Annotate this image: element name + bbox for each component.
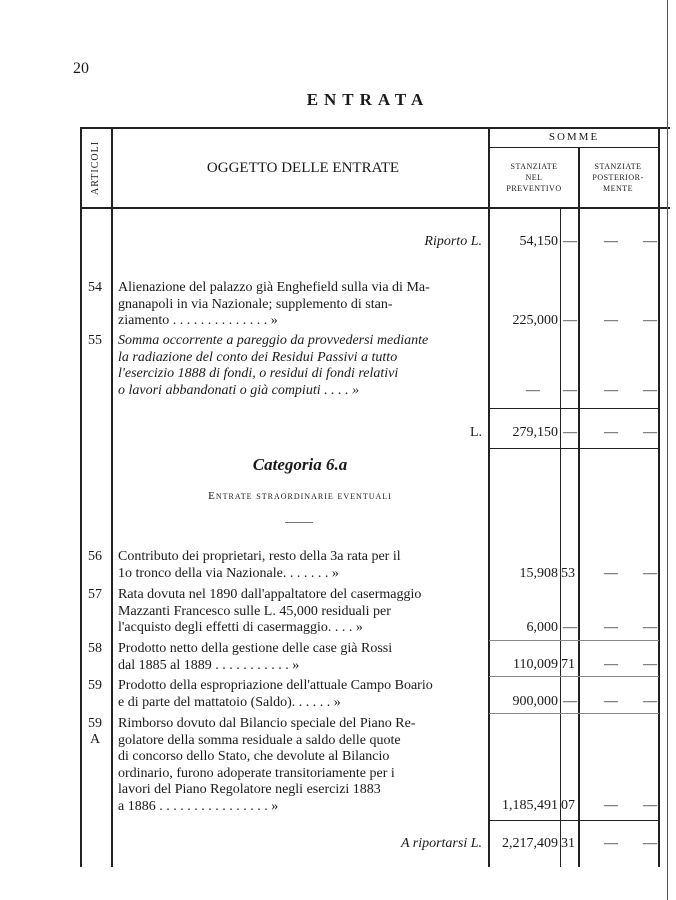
dash: — bbox=[563, 694, 577, 709]
amount-cent: 71 bbox=[561, 657, 575, 672]
subtotal-label: L. bbox=[469, 425, 482, 440]
category-subtitle: Entrate straordinarie eventuali bbox=[208, 490, 392, 502]
amount-lire: 110,009 bbox=[513, 657, 558, 672]
dash: — bbox=[643, 836, 657, 851]
dash: — bbox=[643, 798, 657, 813]
dash: — bbox=[643, 425, 657, 440]
dash: — bbox=[563, 383, 577, 398]
dash: — bbox=[563, 425, 577, 440]
row-description: Contributo dei proprietari, resto della 3a rata per il 1o tronco della via Nazionale. . . . . . . » bbox=[118, 549, 401, 581]
lire-cent-rule bbox=[560, 207, 561, 867]
posteriormente-rule bbox=[658, 127, 660, 867]
page-number: 20 bbox=[73, 60, 89, 77]
amount-lire: 225,000 bbox=[512, 313, 558, 328]
row-rule bbox=[489, 640, 659, 641]
riportarsi-cent: 31 bbox=[561, 836, 575, 851]
dash: — bbox=[643, 566, 657, 581]
somme-header: SOMME bbox=[548, 131, 600, 143]
row-rule bbox=[489, 676, 659, 677]
oggetto-header: OGGETTO DELLE ENTRATE bbox=[206, 160, 400, 176]
dash: — bbox=[643, 694, 657, 709]
amount-lire: 900,000 bbox=[512, 694, 558, 709]
row-description: Rimborso dovuto dal Bilancio speciale del Piano Re- golatore della somma residuale a saldo delle quote di concorso dello Stato, che devolute al Bilancio ordinario, furono adoperate transitoriamente per i lavori del Piano Regolatore negli esercizi 1883 a 1886 . . . . . . . . . . . . . . . . » bbox=[118, 716, 416, 814]
dash: — bbox=[604, 798, 618, 813]
article-number: 56 bbox=[88, 549, 102, 564]
subtotal-bottom-rule bbox=[489, 448, 659, 449]
dash: — bbox=[563, 620, 577, 635]
dash: — bbox=[604, 694, 618, 709]
category-divider bbox=[285, 522, 313, 523]
riportarsi-label: A riportarsi L. bbox=[400, 836, 482, 851]
dash: — bbox=[643, 234, 657, 249]
amount-cent: 53 bbox=[561, 566, 575, 581]
stanziate-preventivo-header: STANZIATE NEL PREVENTIVO bbox=[506, 162, 562, 193]
riporto-label: Riporto L. bbox=[424, 234, 482, 249]
row-description: Rata dovuta nel 1890 dall'appaltatore del casermaggio Mazzanti Francesco sulle L. 45,000 residuali per l'acquisto degli effetti di casermaggio. . . . » bbox=[118, 587, 422, 635]
subtotal-lire: 279,150 bbox=[512, 425, 558, 440]
dash: — bbox=[604, 836, 618, 851]
somme-underline bbox=[489, 147, 659, 148]
article-number: 54 bbox=[88, 280, 102, 295]
dash: — bbox=[563, 234, 577, 249]
article-number: 57 bbox=[88, 587, 102, 602]
page-title: ENTRATA bbox=[306, 90, 430, 109]
table-top-rule bbox=[80, 127, 670, 129]
amount-lire: 15,908 bbox=[519, 566, 558, 581]
row-description: Alienazione del palazzo già Enghefield sulla via di Ma- gnanapoli in via Nazionale; supplemento di stan- ziamento . . . . . . . . . . . . . . » bbox=[118, 280, 430, 328]
dash: — bbox=[604, 234, 618, 249]
dash: — bbox=[604, 620, 618, 635]
amount-lire: 1,185,491 bbox=[502, 798, 558, 813]
amount-cent: 07 bbox=[561, 798, 575, 813]
dash: — bbox=[643, 383, 657, 398]
riportarsi-lire: 2,217,409 bbox=[502, 836, 558, 851]
header-bottom-rule bbox=[80, 207, 670, 209]
article-number: 59 A bbox=[88, 716, 102, 747]
total-rule bbox=[489, 820, 659, 821]
row-description: Prodotto netto della gestione delle case già Rossi dal 1885 al 1889 . . . . . . . . . . . » bbox=[118, 641, 393, 673]
dash: — bbox=[563, 313, 577, 328]
dash: — bbox=[604, 425, 618, 440]
article-number: 55 bbox=[88, 333, 102, 348]
articoli-rule bbox=[111, 127, 113, 867]
stanziate-rule bbox=[578, 147, 580, 867]
dash: — bbox=[604, 313, 618, 328]
amount-lire: 6,000 bbox=[526, 620, 558, 635]
stanziate-posteriormente-header: STANZIATE POSTERIOR- MENTE bbox=[592, 162, 644, 193]
dash: — bbox=[643, 657, 657, 672]
page-edge-rule bbox=[667, 0, 668, 900]
row-rule bbox=[489, 713, 659, 714]
left-border bbox=[80, 127, 82, 867]
row-description: Prodotto della espropriazione dell'attuale Campo Boario e di parte del mattatoio (Saldo). . . . . . » bbox=[118, 678, 433, 710]
dash: — bbox=[643, 620, 657, 635]
article-number: 58 bbox=[88, 641, 102, 656]
dash: — bbox=[604, 383, 618, 398]
dash: — bbox=[643, 313, 657, 328]
article-number: 59 bbox=[88, 678, 102, 693]
category-title: Categoria 6.a bbox=[252, 455, 348, 474]
riporto-lire: 54,150 bbox=[519, 234, 558, 249]
amount-lire: — bbox=[526, 383, 540, 398]
row-description: Somma occorrente a pareggio da provvedersi mediante la radiazione del conto dei Residui Passivi a tutto l'esercizio 1888 di fondi, o residui di fondi relativi o lavori abbandonati o già compiuti . . . . » bbox=[118, 333, 429, 398]
articoli-header: ARTICOLI bbox=[90, 140, 101, 195]
subtotal-rule bbox=[489, 408, 659, 409]
dash: — bbox=[604, 657, 618, 672]
dash: — bbox=[604, 566, 618, 581]
